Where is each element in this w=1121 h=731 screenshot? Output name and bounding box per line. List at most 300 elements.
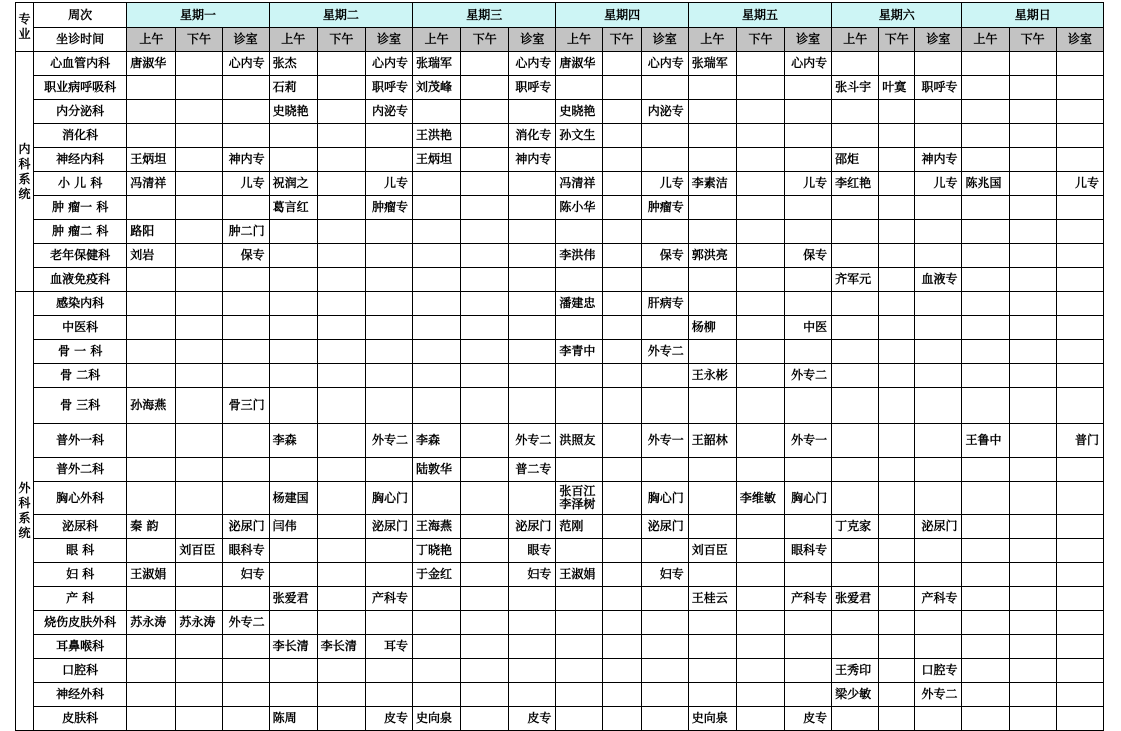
schedule-cell-pm [176, 172, 222, 196]
schedule-cell-am [556, 587, 602, 611]
schedule-cell-pm [317, 388, 365, 424]
schedule-cell-pm [736, 539, 784, 563]
schedule-cell-am [127, 424, 176, 458]
schedule-cell-room: 儿专 [785, 172, 832, 196]
schedule-cell-pm [602, 268, 641, 292]
schedule-cell-pm [317, 52, 365, 76]
department-name: 普外二科 [34, 458, 127, 482]
schedule-cell-am: 祝润之 [269, 172, 317, 196]
schedule-cell-am [269, 611, 317, 635]
department-name: 骨 一 科 [34, 340, 127, 364]
schedule-cell-room [1056, 458, 1103, 482]
schedule-cell-am [832, 220, 879, 244]
department-name: 感染内科 [34, 292, 127, 316]
schedule-cell-pm [461, 340, 509, 364]
schedule-cell-pm [1009, 100, 1056, 124]
schedule-cell-am [962, 244, 1009, 268]
schedule-cell-pm [176, 76, 222, 100]
schedule-cell-pm [176, 683, 222, 707]
schedule-cell-pm [1009, 683, 1056, 707]
schedule-cell-am [413, 388, 461, 424]
day-header-fri: 星期五 [688, 3, 831, 28]
department-name: 眼 科 [34, 539, 127, 563]
schedule-cell-am [962, 482, 1009, 515]
department-row [16, 587, 1104, 611]
department-row [16, 196, 1104, 220]
schedule-cell-am: 唐淑华 [556, 52, 602, 76]
schedule-cell-pm [879, 196, 915, 220]
schedule-cell-am: 史向泉 [413, 707, 461, 731]
schedule-cell-am [688, 563, 736, 587]
schedule-cell-am [127, 364, 176, 388]
schedule-cell-room [509, 482, 556, 515]
schedule-cell-pm [1009, 563, 1056, 587]
schedule-cell-pm [461, 364, 509, 388]
schedule-cell-pm [1009, 76, 1056, 100]
schedule-cell-am [962, 148, 1009, 172]
schedule-cell-room [915, 292, 962, 316]
schedule-cell-pm [879, 683, 915, 707]
schedule-cell-pm [736, 458, 784, 482]
schedule-cell-pm [736, 340, 784, 364]
department-name: 内分泌科 [34, 100, 127, 124]
schedule-cell-room [641, 458, 688, 482]
schedule-cell-room [509, 587, 556, 611]
schedule-cell-room [222, 268, 269, 292]
slot-header-pm: 下午 [1009, 28, 1056, 52]
schedule-cell-am [832, 364, 879, 388]
schedule-cell-pm: 李长清 [317, 635, 365, 659]
schedule-cell-pm [1009, 340, 1056, 364]
schedule-cell-am [962, 268, 1009, 292]
schedule-cell-room [1056, 635, 1103, 659]
schedule-cell-pm [461, 635, 509, 659]
schedule-cell-room: 普门 [1056, 424, 1103, 458]
schedule-cell-pm [461, 659, 509, 683]
schedule-cell-room: 内泌专 [365, 100, 412, 124]
schedule-cell-room: 外专二 [915, 683, 962, 707]
schedule-cell-am [269, 388, 317, 424]
schedule-cell-room [641, 364, 688, 388]
schedule-cell-am: 秦 韵 [127, 515, 176, 539]
schedule-cell-room: 外专二 [222, 611, 269, 635]
schedule-cell-room [509, 364, 556, 388]
schedule-cell-am: 王永彬 [688, 364, 736, 388]
schedule-cell-room: 神内专 [222, 148, 269, 172]
schedule-cell-room [222, 364, 269, 388]
schedule-cell-room: 血液专 [915, 268, 962, 292]
department-name: 血液免疫科 [34, 268, 127, 292]
schedule-cell-pm [1009, 482, 1056, 515]
schedule-cell-room: 外专二 [365, 424, 412, 458]
schedule-cell-room [915, 196, 962, 220]
slot-header-am: 上午 [832, 28, 879, 52]
schedule-cell-pm [176, 388, 222, 424]
department-name: 心血管内科 [34, 52, 127, 76]
schedule-cell-room: 产科专 [785, 587, 832, 611]
schedule-cell-pm [461, 316, 509, 340]
schedule-cell-pm [176, 100, 222, 124]
schedule-cell-am [832, 316, 879, 340]
department-row [16, 424, 1104, 458]
schedule-cell-am [127, 635, 176, 659]
schedule-cell-pm [461, 707, 509, 731]
schedule-cell-room [785, 659, 832, 683]
schedule-cell-pm [317, 587, 365, 611]
schedule-cell-am [127, 316, 176, 340]
department-row [16, 364, 1104, 388]
schedule-cell-am: 陆敦华 [413, 458, 461, 482]
schedule-cell-room [915, 340, 962, 364]
schedule-cell-pm [1009, 424, 1056, 458]
schedule-cell-pm [317, 244, 365, 268]
schedule-cell-room: 儿专 [641, 172, 688, 196]
schedule-cell-am: 刘岩 [127, 244, 176, 268]
schedule-cell-am: 李长清 [269, 635, 317, 659]
schedule-cell-am [413, 635, 461, 659]
schedule-cell-room [915, 100, 962, 124]
schedule-cell-pm [317, 124, 365, 148]
schedule-cell-room: 职呼专 [509, 76, 556, 100]
schedule-cell-room: 职呼专 [915, 76, 962, 100]
schedule-cell-am [127, 659, 176, 683]
schedule-cell-pm [1009, 659, 1056, 683]
schedule-cell-am: 闫伟 [269, 515, 317, 539]
schedule-cell-room [365, 364, 412, 388]
schedule-cell-room: 保专 [222, 244, 269, 268]
schedule-cell-room [1056, 364, 1103, 388]
schedule-cell-room [365, 220, 412, 244]
schedule-cell-room [785, 683, 832, 707]
department-row [16, 172, 1104, 196]
schedule-cell-am [269, 148, 317, 172]
schedule-cell-pm [461, 292, 509, 316]
schedule-cell-pm [879, 100, 915, 124]
schedule-cell-room: 儿专 [365, 172, 412, 196]
schedule-cell-am [413, 316, 461, 340]
schedule-cell-room [222, 482, 269, 515]
schedule-cell-pm [1009, 587, 1056, 611]
department-name: 骨 三科 [34, 388, 127, 424]
schedule-cell-pm [176, 196, 222, 220]
schedule-cell-pm [317, 292, 365, 316]
schedule-cell-am [962, 458, 1009, 482]
schedule-cell-room [222, 196, 269, 220]
schedule-cell-am [688, 220, 736, 244]
schedule-cell-pm [176, 340, 222, 364]
schedule-cell-room [785, 458, 832, 482]
schedule-cell-pm [1009, 458, 1056, 482]
schedule-cell-pm [461, 563, 509, 587]
schedule-cell-am: 王洪艳 [413, 124, 461, 148]
schedule-cell-room [915, 482, 962, 515]
department-name: 泌尿科 [34, 515, 127, 539]
schedule-cell-pm [736, 707, 784, 731]
department-name: 骨 二科 [34, 364, 127, 388]
schedule-cell-room [785, 515, 832, 539]
schedule-cell-room [641, 76, 688, 100]
schedule-cell-room [785, 388, 832, 424]
schedule-cell-pm [736, 611, 784, 635]
schedule-cell-am [127, 458, 176, 482]
schedule-cell-room [222, 340, 269, 364]
schedule-cell-pm [879, 515, 915, 539]
schedule-cell-pm [602, 388, 641, 424]
department-row [16, 100, 1104, 124]
schedule-cell-pm: 李维敏 [736, 482, 784, 515]
schedule-cell-am [962, 340, 1009, 364]
schedule-cell-pm [602, 587, 641, 611]
schedule-cell-pm [317, 340, 365, 364]
slot-header-pm: 下午 [176, 28, 222, 52]
schedule-cell-room [915, 124, 962, 148]
schedule-cell-am: 李森 [413, 424, 461, 458]
schedule-cell-pm [602, 364, 641, 388]
schedule-cell-pm [602, 172, 641, 196]
schedule-cell-room [641, 587, 688, 611]
schedule-cell-pm [602, 611, 641, 635]
schedule-cell-room: 口腔专 [915, 659, 962, 683]
schedule-cell-room [222, 707, 269, 731]
schedule-cell-pm [879, 388, 915, 424]
schedule-cell-room [1056, 100, 1103, 124]
department-row [16, 458, 1104, 482]
schedule-cell-room [641, 659, 688, 683]
schedule-cell-am [832, 458, 879, 482]
schedule-cell-pm [176, 292, 222, 316]
department-row [16, 563, 1104, 587]
schedule-cell-pm [461, 268, 509, 292]
schedule-cell-pm [317, 458, 365, 482]
schedule-cell-room [1056, 340, 1103, 364]
schedule-cell-pm [176, 482, 222, 515]
schedule-cell-room [222, 316, 269, 340]
schedule-cell-room [641, 316, 688, 340]
schedule-cell-am: 潘建忠 [556, 292, 602, 316]
schedule-cell-pm [461, 124, 509, 148]
schedule-cell-am [556, 364, 602, 388]
department-name: 口腔科 [34, 659, 127, 683]
schedule-cell-room [222, 683, 269, 707]
department-row [16, 539, 1104, 563]
schedule-cell-pm [317, 196, 365, 220]
schedule-cell-pm [176, 587, 222, 611]
schedule-cell-am [556, 388, 602, 424]
schedule-cell-am [127, 707, 176, 731]
schedule-cell-pm [461, 587, 509, 611]
schedule-cell-pm: 刘百臣 [176, 539, 222, 563]
schedule-cell-room: 普二专 [509, 458, 556, 482]
schedule-cell-pm [461, 482, 509, 515]
schedule-cell-am: 孙海燕 [127, 388, 176, 424]
specialty-header: 专 业 [16, 3, 34, 52]
schedule-cell-room [641, 683, 688, 707]
schedule-cell-pm [602, 515, 641, 539]
schedule-cell-pm [1009, 611, 1056, 635]
schedule-cell-room: 肿瘤专 [365, 196, 412, 220]
schedule-cell-room [915, 635, 962, 659]
schedule-cell-pm [602, 683, 641, 707]
schedule-cell-pm [736, 196, 784, 220]
slot-header-pm: 下午 [461, 28, 509, 52]
schedule-cell-pm [879, 611, 915, 635]
schedule-cell-pm [736, 52, 784, 76]
schedule-cell-am: 张爱君 [832, 587, 879, 611]
schedule-cell-room [509, 683, 556, 707]
schedule-cell-am [269, 220, 317, 244]
schedule-cell-room [915, 611, 962, 635]
schedule-cell-room: 消化专 [509, 124, 556, 148]
schedule-cell-room: 保专 [641, 244, 688, 268]
department-name: 烧伤皮肤外科 [34, 611, 127, 635]
schedule-cell-pm [736, 587, 784, 611]
schedule-cell-room [1056, 52, 1103, 76]
schedule-cell-pm [736, 659, 784, 683]
schedule-cell-am [269, 268, 317, 292]
day-header-tue: 星期二 [269, 3, 412, 28]
schedule-cell-room [365, 268, 412, 292]
schedule-cell-am: 陈兆国 [962, 172, 1009, 196]
schedule-cell-pm [176, 458, 222, 482]
schedule-cell-room [365, 539, 412, 563]
department-row [16, 76, 1104, 100]
schedule-cell-room [1056, 539, 1103, 563]
schedule-cell-am [413, 244, 461, 268]
schedule-cell-room [1056, 587, 1103, 611]
schedule-cell-am: 王秀印 [832, 659, 879, 683]
schedule-cell-am [413, 172, 461, 196]
schedule-cell-pm [176, 220, 222, 244]
schedule-cell-am: 王鲁中 [962, 424, 1009, 458]
schedule-cell-pm [1009, 635, 1056, 659]
schedule-cell-pm [461, 52, 509, 76]
schedule-cell-room [1056, 220, 1103, 244]
schedule-cell-am: 李素洁 [688, 172, 736, 196]
slot-header-room: 诊室 [785, 28, 832, 52]
schedule-cell-room [1056, 292, 1103, 316]
slot-header-am: 上午 [413, 28, 461, 52]
schedule-cell-pm [602, 424, 641, 458]
schedule-cell-am: 于金红 [413, 563, 461, 587]
schedule-cell-pm: 苏永涛 [176, 611, 222, 635]
schedule-cell-pm [1009, 515, 1056, 539]
schedule-cell-room [1056, 611, 1103, 635]
schedule-cell-room [915, 539, 962, 563]
schedule-cell-room [1056, 482, 1103, 515]
slot-header-room: 诊室 [915, 28, 962, 52]
schedule-cell-am: 范刚 [556, 515, 602, 539]
schedule-cell-room: 儿专 [1056, 172, 1103, 196]
department-row [16, 148, 1104, 172]
slot-header-room: 诊室 [509, 28, 556, 52]
schedule-cell-room [641, 268, 688, 292]
schedule-cell-am [962, 292, 1009, 316]
schedule-cell-room: 耳专 [365, 635, 412, 659]
schedule-cell-room [222, 659, 269, 683]
schedule-cell-pm [602, 124, 641, 148]
schedule-cell-pm [317, 268, 365, 292]
schedule-cell-am [413, 292, 461, 316]
schedule-cell-am [962, 76, 1009, 100]
day-header-thu: 星期四 [556, 3, 688, 28]
schedule-cell-room: 眼科专 [785, 539, 832, 563]
schedule-cell-am: 唐淑华 [127, 52, 176, 76]
schedule-cell-am [962, 707, 1009, 731]
schedule-cell-am [556, 659, 602, 683]
schedule-cell-room [509, 292, 556, 316]
schedule-cell-room [222, 124, 269, 148]
schedule-cell-room [641, 539, 688, 563]
schedule-cell-am: 冯清祥 [127, 172, 176, 196]
slot-header-room: 诊室 [1056, 28, 1103, 52]
schedule-cell-am [413, 611, 461, 635]
schedule-cell-am: 王淑娟 [127, 563, 176, 587]
schedule-cell-pm [1009, 292, 1056, 316]
schedule-cell-room: 神内专 [509, 148, 556, 172]
schedule-cell-pm [879, 244, 915, 268]
schedule-cell-pm [602, 707, 641, 731]
schedule-cell-pm [1009, 388, 1056, 424]
schedule-cell-room [1056, 659, 1103, 683]
schedule-cell-room [785, 563, 832, 587]
schedule-cell-am: 张斗宇 [832, 76, 879, 100]
time-label: 坐诊时间 [34, 28, 127, 52]
schedule-cell-room [1056, 388, 1103, 424]
schedule-cell-am: 刘百臣 [688, 539, 736, 563]
schedule-cell-room [365, 316, 412, 340]
schedule-cell-pm [736, 563, 784, 587]
system-label: 内 科 系 统 [16, 52, 34, 292]
schedule-cell-am [413, 364, 461, 388]
schedule-cell-pm [317, 364, 365, 388]
schedule-cell-pm [461, 100, 509, 124]
schedule-cell-am [413, 659, 461, 683]
schedule-cell-am [556, 268, 602, 292]
schedule-cell-pm [1009, 539, 1056, 563]
schedule-cell-am [127, 292, 176, 316]
schedule-cell-pm [879, 172, 915, 196]
schedule-cell-room [641, 707, 688, 731]
schedule-cell-room [509, 316, 556, 340]
schedule-cell-room: 外专一 [641, 424, 688, 458]
schedule-cell-room [222, 635, 269, 659]
schedule-cell-room [365, 340, 412, 364]
schedule-cell-am [688, 388, 736, 424]
slot-header-room: 诊室 [641, 28, 688, 52]
schedule-cell-am [269, 563, 317, 587]
schedule-cell-am [269, 364, 317, 388]
slot-header-pm: 下午 [879, 28, 915, 52]
schedule-cell-pm [736, 76, 784, 100]
schedule-cell-room [222, 76, 269, 100]
department-row [16, 683, 1104, 707]
schedule-cell-room [915, 458, 962, 482]
schedule-cell-pm [176, 52, 222, 76]
schedule-cell-room [509, 172, 556, 196]
schedule-cell-am [962, 635, 1009, 659]
schedule-cell-am [127, 539, 176, 563]
schedule-cell-am: 陈周 [269, 707, 317, 731]
schedule-cell-room: 胸心门 [785, 482, 832, 515]
slot-header-row [16, 28, 1104, 52]
schedule-cell-room [222, 292, 269, 316]
schedule-cell-room [365, 388, 412, 424]
day-header-mon: 星期一 [127, 3, 269, 28]
schedule-cell-room: 眼科专 [222, 539, 269, 563]
schedule-cell-room [509, 611, 556, 635]
schedule-cell-am [688, 515, 736, 539]
schedule-cell-am [556, 635, 602, 659]
